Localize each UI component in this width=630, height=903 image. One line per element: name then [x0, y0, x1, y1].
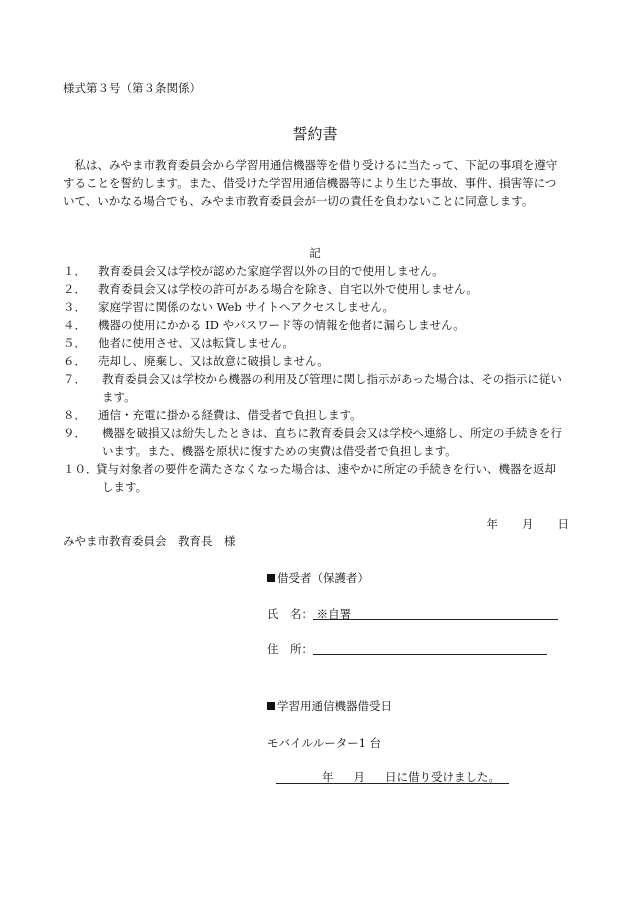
loan-date-heading-text: 学習用通信機器借受日 [277, 699, 392, 713]
black-square-icon [267, 702, 275, 710]
date-day: 日 [557, 517, 569, 531]
borrow-date-underline[interactable] [276, 783, 509, 784]
name-underline[interactable] [313, 619, 558, 620]
item-number: ３． [63, 300, 86, 314]
borrow-month: 月 [353, 770, 365, 784]
item-text: 教育委員会又は学校から機器の利用及び管理に関し指示があった場合は、その指示に従い [102, 372, 562, 386]
address-underline[interactable] [313, 654, 547, 655]
item-text: 他者に使用させ、又は転貸しません。 [98, 336, 294, 350]
device-name: モバイルルーター1 台 [267, 736, 382, 750]
name-note: ※自署 [316, 607, 352, 621]
item-text-continued: います。また、機器を原状に復すための実費は借受者で負担します。 [102, 444, 457, 458]
date-year: 年 [486, 517, 498, 531]
ki-heading: 記 [309, 246, 321, 260]
item-text: 売却し、廃棄し、又は故意に破損しません。 [98, 354, 329, 368]
item-number: ７． [63, 372, 86, 386]
borrower-heading-text: 借受者（保護者） [277, 571, 369, 585]
item-text: 教育委員会又は学校の許可がある場合を除き、自宅以外で使用しません。 [98, 282, 478, 296]
item-text: 機器を破損又は紛失したときは、直ちに教育委員会又は学校へ連絡し、所定の手続きを行 [102, 426, 562, 440]
name-label: 氏 名： [267, 607, 313, 621]
item-number: １． [63, 264, 86, 278]
borrower-heading [267, 569, 369, 587]
loan-date-heading [267, 697, 392, 715]
item-number: ８． [63, 408, 86, 422]
item-text: 貸与対象者の要件を満たさなくなった場合は、速やかに所定の手続きを行い、機器を返却 [96, 462, 556, 476]
address-label: 住 所： [267, 642, 313, 656]
intro-line: することを誓約します。また、借受けた学習用通信機器等により生じた事故、事件、損害等につ [63, 176, 557, 190]
date-month: 月 [522, 517, 534, 531]
item-number: ５． [63, 336, 86, 350]
document-title: 誓約書 [292, 125, 338, 143]
item-text: 通信・充電に掛かる経費は、借受者で負担します。 [98, 408, 362, 422]
item-number: ９． [63, 426, 86, 440]
intro-line: 私は、みやま市教育委員会から学習用通信機器等を借り受けるに当たって、下記の事項を遵守 [63, 158, 558, 172]
item-number: １０． [63, 462, 98, 476]
item-text-continued: します。 [102, 480, 148, 494]
borrow-year: 年 [322, 770, 334, 784]
borrow-day-text: 日に借り受けました。 [385, 770, 500, 784]
name-field [267, 605, 351, 623]
item-text-continued: ます。 [102, 390, 136, 404]
intro-line: いて、いかなる場合でも、みやま市教育委員会が一切の責任を負わないことに同意します。 [63, 194, 534, 208]
item-number: ２． [63, 282, 86, 296]
item-number: ６． [63, 354, 86, 368]
form-number: 様式第３号（第３条関係） [63, 81, 201, 95]
date-line [487, 515, 570, 533]
item-text: 家庭学習に関係のない Web サイトへアクセスしません。 [98, 300, 395, 314]
item-text: 機器の使用にかかる ID やパスワード等の情報を他者に漏らしません。 [98, 318, 465, 332]
black-square-icon [267, 574, 275, 582]
item-text: 教育委員会又は学校が認めた家庭学習以外の目的で使用しません。 [98, 264, 444, 278]
item-number: ４． [63, 318, 86, 332]
addressee: みやま市教育委員会 教育長 様 [63, 534, 236, 548]
